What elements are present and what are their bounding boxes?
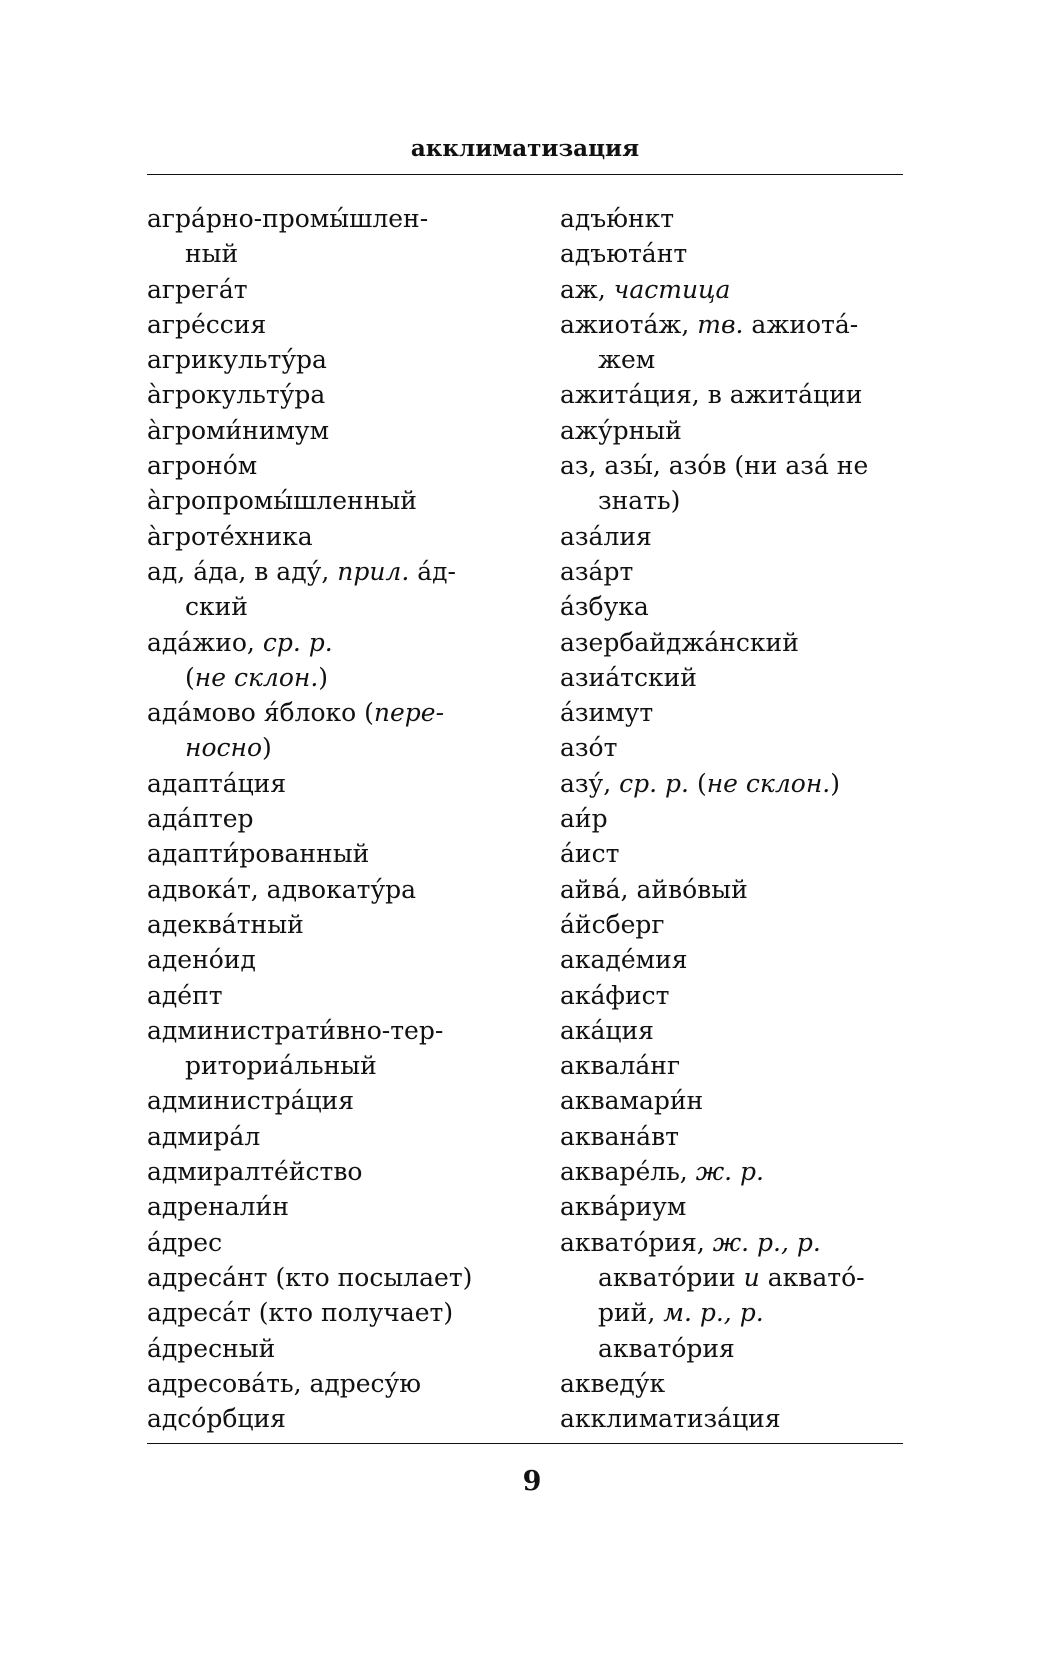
- headword-text: аи́р: [560, 804, 608, 834]
- headword-text: аза́рт: [560, 556, 634, 586]
- headword-text: рий,: [598, 1298, 664, 1328]
- entry-continuation: [560, 342, 910, 377]
- headword-text: адресова́ть, адресу́ю: [147, 1368, 422, 1398]
- entry-line: [147, 413, 525, 448]
- entry-line: [560, 1013, 910, 1048]
- entry-line: [560, 1189, 910, 1224]
- grammar-note: частица: [613, 274, 731, 304]
- entry-continuation: [560, 1331, 910, 1366]
- headword-text: жем: [598, 345, 656, 375]
- entry-line: [147, 1295, 525, 1330]
- entry-line: [147, 1401, 525, 1436]
- entry-line: [560, 978, 910, 1013]
- headword-text: азербайджа́нский: [560, 627, 799, 657]
- headword-text: ажу́рный: [560, 415, 682, 445]
- headword-text: ): [830, 768, 841, 798]
- headword-text: ада́птер: [147, 804, 254, 834]
- headword-text: ада́мово я́блоко (: [147, 698, 374, 728]
- headword-text: адсо́рбция: [147, 1404, 286, 1434]
- entry-line: [560, 660, 910, 695]
- entry-line: [147, 766, 525, 801]
- headword-text: а̀грокульту́ра: [147, 380, 326, 410]
- entry-continuation: [147, 236, 525, 271]
- headword-text: адъю́нкт: [560, 204, 675, 233]
- entry-continuation: [147, 589, 525, 624]
- grammar-note: ср. р.: [262, 627, 333, 657]
- headword-text: ): [262, 733, 272, 763]
- entry-line: [147, 872, 525, 907]
- headword-text: адмира́л: [147, 1121, 261, 1151]
- entry-line: [147, 1331, 525, 1366]
- headword-text: аза́лия: [560, 521, 652, 551]
- headword-text: аквамари́н: [560, 1086, 704, 1116]
- entry-line: [147, 1366, 525, 1401]
- headword-text: адвока́т, адвокату́ра: [147, 874, 417, 904]
- headword-text: а̀гропромы́шленный: [147, 486, 417, 516]
- entry-line: [560, 766, 910, 801]
- headword-text: аде́пт: [147, 980, 223, 1010]
- entry-continuation: [147, 730, 525, 765]
- headword-text: (: [689, 768, 707, 798]
- entry-line: [560, 448, 910, 483]
- grammar-note: ср. р.: [619, 768, 690, 798]
- entry-line: [560, 236, 910, 271]
- entry-continuation: [147, 660, 525, 695]
- footer-rule: [147, 1443, 903, 1444]
- entry-line: [147, 1260, 525, 1295]
- headword-text: а̀громи́нимум: [147, 415, 330, 445]
- entry-line: [147, 836, 525, 871]
- headword-text: а́дрес: [147, 1227, 223, 1257]
- entry-line: [147, 272, 525, 307]
- headword-text: аквато́рия,: [560, 1227, 713, 1257]
- headword-text: агрега́т: [147, 274, 248, 304]
- entry-line: [147, 448, 525, 483]
- grammar-note: ж. р., р.: [712, 1227, 821, 1257]
- entry-line: [147, 307, 525, 342]
- entry-line: [560, 1048, 910, 1083]
- entry-line: [147, 1189, 525, 1224]
- headword-text: агре́ссия: [147, 309, 267, 339]
- headword-text: ака́ция: [560, 1015, 654, 1045]
- headword-text: адренали́н: [147, 1192, 289, 1222]
- entry-continuation: [147, 1048, 525, 1083]
- grammar-note: не склон.: [194, 662, 319, 692]
- headword-text: а́зимут: [560, 698, 654, 728]
- grammar-note: пере-: [373, 698, 445, 728]
- headword-text: адапти́рованный: [147, 839, 370, 869]
- entry-line: [147, 201, 525, 236]
- entry-line: [560, 272, 910, 307]
- headword-text: а́збука: [560, 592, 649, 622]
- entry-line: [560, 1366, 910, 1401]
- headword-text: а́йсберг: [560, 909, 665, 939]
- grammar-note: носно: [185, 733, 263, 763]
- headword-text: агроно́м: [147, 451, 258, 481]
- headword-text: администра́ция: [147, 1086, 354, 1116]
- entry-line: [560, 801, 910, 836]
- header-rule: [147, 174, 903, 175]
- grammar-note: не склон.: [706, 768, 831, 798]
- headword-text: аз, азы́, азо́в (ни аза́ не: [560, 451, 869, 481]
- entry-line: [560, 589, 910, 624]
- headword-text: агрикульту́ра: [147, 345, 327, 375]
- running-head: акклиматизация: [410, 135, 640, 162]
- headword-text: аж,: [560, 274, 614, 304]
- headword-text: а̀гроте́хника: [147, 521, 313, 551]
- entry-line: [147, 1225, 525, 1260]
- headword-text: адреса́нт (кто посылает): [147, 1262, 473, 1292]
- entry-continuation: [560, 483, 910, 518]
- entry-line: [147, 1013, 525, 1048]
- right-column: [560, 201, 910, 1436]
- headword-text: айва́, айво́вый: [560, 874, 748, 904]
- entry-line: [560, 554, 910, 589]
- entry-line: [147, 907, 525, 942]
- entry-line: [147, 801, 525, 836]
- entry-continuation: [560, 1260, 910, 1295]
- entry-line: [560, 625, 910, 660]
- headword-text: агра́рно-промы́шлен-: [147, 204, 429, 233]
- headword-text: ский: [185, 592, 248, 622]
- headword-text: акаде́мия: [560, 945, 688, 975]
- entry-line: [147, 342, 525, 377]
- headword-text: знать): [598, 486, 681, 516]
- headword-text: акваре́ль,: [560, 1157, 696, 1187]
- headword-text: ад, а́да, в аду́,: [147, 556, 338, 586]
- left-column: [147, 201, 525, 1436]
- headword-text: администрати́вно-тер-: [147, 1015, 444, 1045]
- headword-text: а́ист: [560, 839, 620, 869]
- headword-text: ный: [185, 239, 239, 269]
- headword-text: адъюта́нт: [560, 239, 688, 269]
- headword-text: адмиралте́йство: [147, 1157, 363, 1187]
- entry-line: [147, 483, 525, 518]
- headword-text: аквато́рия: [598, 1333, 735, 1363]
- entry-line: [147, 978, 525, 1013]
- entry-line: [560, 1225, 910, 1260]
- headword-text: адено́ид: [147, 945, 256, 975]
- headword-text: аквала́нг: [560, 1051, 681, 1081]
- entry-line: [560, 1083, 910, 1118]
- headword-text: а́д-: [409, 556, 456, 586]
- headword-text: азо́т: [560, 733, 618, 763]
- grammar-note: и: [743, 1262, 760, 1292]
- entry-line: [560, 201, 910, 236]
- headword-text: акклиматиза́ция: [560, 1404, 781, 1434]
- headword-text: адеква́тный: [147, 909, 304, 939]
- entry-line: [147, 554, 525, 589]
- entry-line: [147, 1154, 525, 1189]
- headword-text: аквана́вт: [560, 1121, 679, 1151]
- entry-line: [147, 519, 525, 554]
- headword-text: адреса́т (кто получает): [147, 1298, 454, 1328]
- grammar-note: тв.: [697, 309, 744, 339]
- entry-line: [560, 695, 910, 730]
- headword-text: азиа́тский: [560, 662, 697, 692]
- entry-line: [147, 942, 525, 977]
- grammar-note: м. р., р.: [663, 1298, 764, 1328]
- headword-text: ажиота́-: [743, 309, 859, 339]
- entry-line: [147, 377, 525, 412]
- headword-text: (: [185, 662, 195, 692]
- entry-line: [560, 1154, 910, 1189]
- entry-line: [560, 942, 910, 977]
- headword-text: аквато́рии: [598, 1262, 744, 1292]
- entry-line: [560, 836, 910, 871]
- headword-text: акведу́к: [560, 1368, 666, 1398]
- headword-text: ): [318, 662, 329, 692]
- headword-text: ажиота́ж,: [560, 309, 698, 339]
- entry-line: [560, 377, 910, 412]
- entry-line: [560, 1401, 910, 1436]
- headword-text: азу́,: [560, 768, 620, 798]
- entry-line: [560, 907, 910, 942]
- entry-line: [560, 730, 910, 765]
- entry-line: [147, 1083, 525, 1118]
- entry-continuation: [560, 1295, 910, 1330]
- entry-line: [147, 1119, 525, 1154]
- entry-line: [560, 872, 910, 907]
- grammar-note: ж. р.: [695, 1157, 764, 1187]
- entry-line: [560, 413, 910, 448]
- headword-text: аквато́-: [759, 1262, 865, 1292]
- headword-text: ада́жио,: [147, 627, 263, 657]
- entry-line: [560, 1119, 910, 1154]
- page-number: 9: [522, 1466, 542, 1497]
- headword-text: аква́риум: [560, 1192, 687, 1222]
- entry-line: [147, 695, 525, 730]
- headword-text: риториа́льный: [185, 1051, 377, 1081]
- entry-line: [560, 519, 910, 554]
- entry-line: [147, 625, 525, 660]
- headword-text: адапта́ция: [147, 768, 287, 798]
- grammar-note: прил.: [337, 556, 410, 586]
- headword-text: а́дресный: [147, 1333, 276, 1363]
- entry-line: [560, 307, 910, 342]
- headword-text: ажита́ция, в ажита́ции: [560, 380, 863, 410]
- headword-text: ака́фист: [560, 980, 670, 1010]
